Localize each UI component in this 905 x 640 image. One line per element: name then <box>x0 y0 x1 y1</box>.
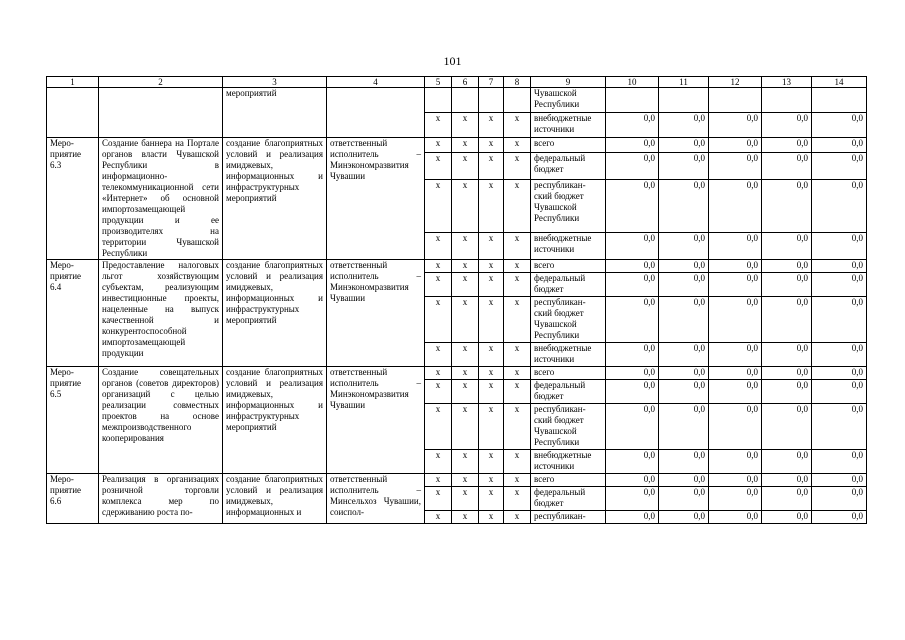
cell-value: 0,0 <box>762 450 812 474</box>
cell-value: 0,0 <box>762 380 812 404</box>
cell-code: x <box>479 404 504 450</box>
cell-value: 0,0 <box>659 450 709 474</box>
column-header: 8 <box>504 77 531 88</box>
cell-value: 0,0 <box>762 297 812 343</box>
cell-value: 0,0 <box>812 260 867 273</box>
cell-code: x <box>504 152 531 179</box>
cell-value: 0,0 <box>762 404 812 450</box>
cell-value: 0,0 <box>606 273 659 297</box>
column-header: 9 <box>531 77 606 88</box>
cell-executor <box>327 88 425 138</box>
cell-value: 0,0 <box>812 380 867 404</box>
cell-value <box>606 88 659 113</box>
cell-code: x <box>425 113 452 138</box>
cell-value: 0,0 <box>606 487 659 511</box>
cell-value: 0,0 <box>812 450 867 474</box>
cell-code: x <box>425 180 452 232</box>
cell-code: x <box>479 297 504 343</box>
cell-value: 0,0 <box>659 260 709 273</box>
cell-measure-name: Создание совещательных органов (советов директоров) организаций с целью реализации совместных проектов на основе межпроизводственного кооперирования <box>99 367 223 474</box>
cell-value: 0,0 <box>606 511 659 524</box>
cell-value: 0,0 <box>812 343 867 367</box>
cell-source: федеральный бюджет <box>531 380 606 404</box>
cell-value: 0,0 <box>812 232 867 259</box>
cell-col2 <box>99 88 223 138</box>
cell-value: 0,0 <box>812 138 867 153</box>
cell-value: 0,0 <box>709 474 762 487</box>
column-header: 5 <box>425 77 452 88</box>
cell-value: 0,0 <box>709 450 762 474</box>
cell-code: x <box>452 380 479 404</box>
cell-source: всего <box>531 260 606 273</box>
cell-value: 0,0 <box>606 297 659 343</box>
cell-source: республикан- <box>531 511 606 524</box>
cell-goal: мероприятий <box>223 88 327 138</box>
cell-value: 0,0 <box>709 152 762 179</box>
cell-value: 0,0 <box>659 343 709 367</box>
cell-value: 0,0 <box>659 380 709 404</box>
cell-value: 0,0 <box>659 273 709 297</box>
cell-code: x <box>504 367 531 380</box>
cell-value: 0,0 <box>709 367 762 380</box>
cell-value: 0,0 <box>709 380 762 404</box>
column-header: 11 <box>659 77 709 88</box>
cell-value: 0,0 <box>606 232 659 259</box>
cell-measure-id: Меро- приятие 6.6 <box>47 474 99 524</box>
cell-code: x <box>504 511 531 524</box>
cell-value: 0,0 <box>709 180 762 232</box>
cell-code: x <box>504 487 531 511</box>
cell-code: x <box>479 511 504 524</box>
cell-measure-id: Меро- приятие 6.5 <box>47 367 99 474</box>
cell-source: всего <box>531 367 606 380</box>
cell-value: 0,0 <box>762 113 812 138</box>
cell-value: 0,0 <box>812 273 867 297</box>
cell-value: 0,0 <box>812 367 867 380</box>
cell-value: 0,0 <box>709 404 762 450</box>
cell-code: x <box>425 380 452 404</box>
cell-code <box>504 88 531 113</box>
cell-value: 0,0 <box>762 511 812 524</box>
cell-source: всего <box>531 138 606 153</box>
budget-table <box>46 76 867 524</box>
cell-code: x <box>452 404 479 450</box>
cell-value: 0,0 <box>606 260 659 273</box>
cell-value: 0,0 <box>659 232 709 259</box>
page-number: 101 <box>443 54 462 68</box>
cell-code: x <box>479 450 504 474</box>
cell-value: 0,0 <box>762 232 812 259</box>
cell-code: x <box>425 474 452 487</box>
cell-code: x <box>479 138 504 153</box>
cell-code: x <box>452 487 479 511</box>
cell-code: x <box>504 450 531 474</box>
column-header: 1 <box>47 77 99 88</box>
cell-code: x <box>479 260 504 273</box>
cell-code: x <box>504 343 531 367</box>
cell-code: x <box>452 450 479 474</box>
cell-value: 0,0 <box>812 474 867 487</box>
cell-measure-id: Меро- приятие 6.3 <box>47 138 99 260</box>
cell-value: 0,0 <box>762 474 812 487</box>
cell-code: x <box>425 138 452 153</box>
cell-code: x <box>425 404 452 450</box>
cell-code: x <box>504 260 531 273</box>
cell-source: республикан- ский бюджет Чувашской Республики <box>531 404 606 450</box>
cell-code: x <box>452 367 479 380</box>
cell-code: x <box>479 343 504 367</box>
cell-value: 0,0 <box>606 138 659 153</box>
cell-source: внебюджетные источники <box>531 113 606 138</box>
cell-value: 0,0 <box>709 511 762 524</box>
cell-value: 0,0 <box>606 450 659 474</box>
cell-value: 0,0 <box>812 152 867 179</box>
cell-code: x <box>504 474 531 487</box>
cell-value: 0,0 <box>709 113 762 138</box>
cell-value: 0,0 <box>659 152 709 179</box>
column-header: 7 <box>479 77 504 88</box>
cell-code: x <box>452 138 479 153</box>
column-header: 12 <box>709 77 762 88</box>
cell-code: x <box>479 474 504 487</box>
cell-code: x <box>479 273 504 297</box>
cell-value: 0,0 <box>606 343 659 367</box>
cell-code: x <box>479 487 504 511</box>
cell-value: 0,0 <box>606 152 659 179</box>
table-row <box>47 367 867 380</box>
cell-code: x <box>504 138 531 153</box>
column-header: 13 <box>762 77 812 88</box>
cell-source: республикан- ский бюджет Чувашской Республики <box>531 180 606 232</box>
cell-code: x <box>479 113 504 138</box>
cell-value: 0,0 <box>812 404 867 450</box>
cell-value: 0,0 <box>659 474 709 487</box>
cell-code: x <box>425 273 452 297</box>
cell-source: федеральный бюджет <box>531 273 606 297</box>
cell-executor: ответственный исполнитель – Минэкономразвития Чувашии <box>327 260 425 367</box>
cell-value: 0,0 <box>709 273 762 297</box>
cell-code: x <box>425 450 452 474</box>
cell-source: республикан- ский бюджет Чувашской Республики <box>531 297 606 343</box>
cell-code: x <box>452 232 479 259</box>
cell-value: 0,0 <box>762 273 812 297</box>
cell-code: x <box>452 511 479 524</box>
cell-value: 0,0 <box>812 180 867 232</box>
column-header: 6 <box>452 77 479 88</box>
cell-value: 0,0 <box>709 260 762 273</box>
cell-value: 0,0 <box>659 297 709 343</box>
cell-goal: создание благоприятных условий и реализация имиджевых, информационных и инфраструктурных мероприятий <box>223 260 327 367</box>
cell-value: 0,0 <box>812 487 867 511</box>
cell-code <box>452 88 479 113</box>
column-header: 4 <box>327 77 425 88</box>
cell-value: 0,0 <box>709 232 762 259</box>
cell-code: x <box>425 260 452 273</box>
cell-source: внебюджетные источники <box>531 232 606 259</box>
cell-value: 0,0 <box>762 343 812 367</box>
cell-executor: ответственный исполнитель – Минэкономразвития Чувашии <box>327 138 425 260</box>
cell-value: 0,0 <box>709 297 762 343</box>
cell-value: 0,0 <box>762 138 812 153</box>
cell-source: Чувашской Республики <box>531 88 606 113</box>
cell-source: внебюджетные источники <box>531 450 606 474</box>
cell-code: x <box>504 232 531 259</box>
cell-code: x <box>425 343 452 367</box>
cell-code: x <box>479 232 504 259</box>
cell-measure-id: Меро- приятие 6.4 <box>47 260 99 367</box>
cell-value: 0,0 <box>762 487 812 511</box>
cell-value: 0,0 <box>709 138 762 153</box>
cell-value: 0,0 <box>606 474 659 487</box>
cell-code: x <box>452 343 479 367</box>
column-header: 10 <box>606 77 659 88</box>
table-row <box>47 474 867 487</box>
cell-measure-name: Предоставление налоговых льгот хозяйствующим субъектам, реализующим инвестиционные проекты, нацеленные на выпуск качественной и конкурентоспособной импортозамещающей продукции <box>99 260 223 367</box>
cell-value: 0,0 <box>812 297 867 343</box>
cell-value <box>812 88 867 113</box>
cell-goal: создание благоприятных условий и реализация имиджевых, информационных и инфраструктурных мероприятий <box>223 138 327 260</box>
table-row <box>47 138 867 153</box>
cell-code: x <box>452 260 479 273</box>
cell-value: 0,0 <box>709 343 762 367</box>
cell-value: 0,0 <box>762 180 812 232</box>
cell-goal: создание благоприятных условий и реализация имиджевых, информационных и инфраструктурных мероприятий <box>223 367 327 474</box>
cell-value: 0,0 <box>762 260 812 273</box>
cell-executor: ответственный исполнитель – Минсельхоз Чувашии, соиспол- <box>327 474 425 524</box>
cell-value: 0,0 <box>709 487 762 511</box>
cell-code: x <box>425 152 452 179</box>
cell-source: федеральный бюджет <box>531 487 606 511</box>
cell-measure-name: Создание баннера на Портале органов власти Чувашской Республики в информационно-телекоммуникационной сети «Интернет» об основной импортозамещающей продукции и ее производителях на территории Чувашской Республики <box>99 138 223 260</box>
cell-value: 0,0 <box>659 487 709 511</box>
column-header: 14 <box>812 77 867 88</box>
cell-executor: ответственный исполнитель – Минэкономразвития Чувашии <box>327 367 425 474</box>
table-row <box>47 260 867 273</box>
column-header: 3 <box>223 77 327 88</box>
cell-value: 0,0 <box>659 180 709 232</box>
cell-code: x <box>425 511 452 524</box>
cell-source: федеральный бюджет <box>531 152 606 179</box>
cell-value <box>762 88 812 113</box>
cell-code: x <box>504 273 531 297</box>
cell-source: всего <box>531 474 606 487</box>
cell-value: 0,0 <box>606 380 659 404</box>
cell-value: 0,0 <box>659 138 709 153</box>
cell-code: x <box>452 297 479 343</box>
cell-code: x <box>504 404 531 450</box>
cell-value: 0,0 <box>606 180 659 232</box>
cell-value: 0,0 <box>659 404 709 450</box>
cell-code: x <box>479 380 504 404</box>
column-header: 2 <box>99 77 223 88</box>
cell-code <box>425 88 452 113</box>
cell-code: x <box>479 180 504 232</box>
cell-value: 0,0 <box>659 367 709 380</box>
cell-code: x <box>504 297 531 343</box>
cell-source: внебюджетные источники <box>531 343 606 367</box>
cell-value: 0,0 <box>762 152 812 179</box>
cell-code: x <box>479 367 504 380</box>
cell-value: 0,0 <box>762 367 812 380</box>
cell-code: x <box>479 152 504 179</box>
cell-code: x <box>452 180 479 232</box>
cell-value: 0,0 <box>812 511 867 524</box>
cell-code: x <box>452 152 479 179</box>
cell-code: x <box>452 474 479 487</box>
cell-code: x <box>504 180 531 232</box>
cell-code: x <box>452 273 479 297</box>
table-row <box>47 88 867 113</box>
cell-code: x <box>425 367 452 380</box>
cell-value: 0,0 <box>606 404 659 450</box>
header-row <box>47 77 867 88</box>
cell-value <box>709 88 762 113</box>
cell-value <box>659 88 709 113</box>
cell-code: x <box>425 297 452 343</box>
cell-goal: создание благоприятных условий и реализация имиджевых, информационных и <box>223 474 327 524</box>
cell-value: 0,0 <box>659 511 709 524</box>
cell-col1 <box>47 88 99 138</box>
cell-code: x <box>425 487 452 511</box>
cell-value: 0,0 <box>606 367 659 380</box>
cell-code: x <box>504 380 531 404</box>
cell-code: x <box>452 113 479 138</box>
cell-value: 0,0 <box>659 113 709 138</box>
cell-value: 0,0 <box>606 113 659 138</box>
cell-measure-name: Реализация в организациях розничной торговли комплекса мер по сдерживанию роста по- <box>99 474 223 524</box>
cell-code: x <box>504 113 531 138</box>
cell-code: x <box>425 232 452 259</box>
cell-code <box>479 88 504 113</box>
cell-value: 0,0 <box>812 113 867 138</box>
